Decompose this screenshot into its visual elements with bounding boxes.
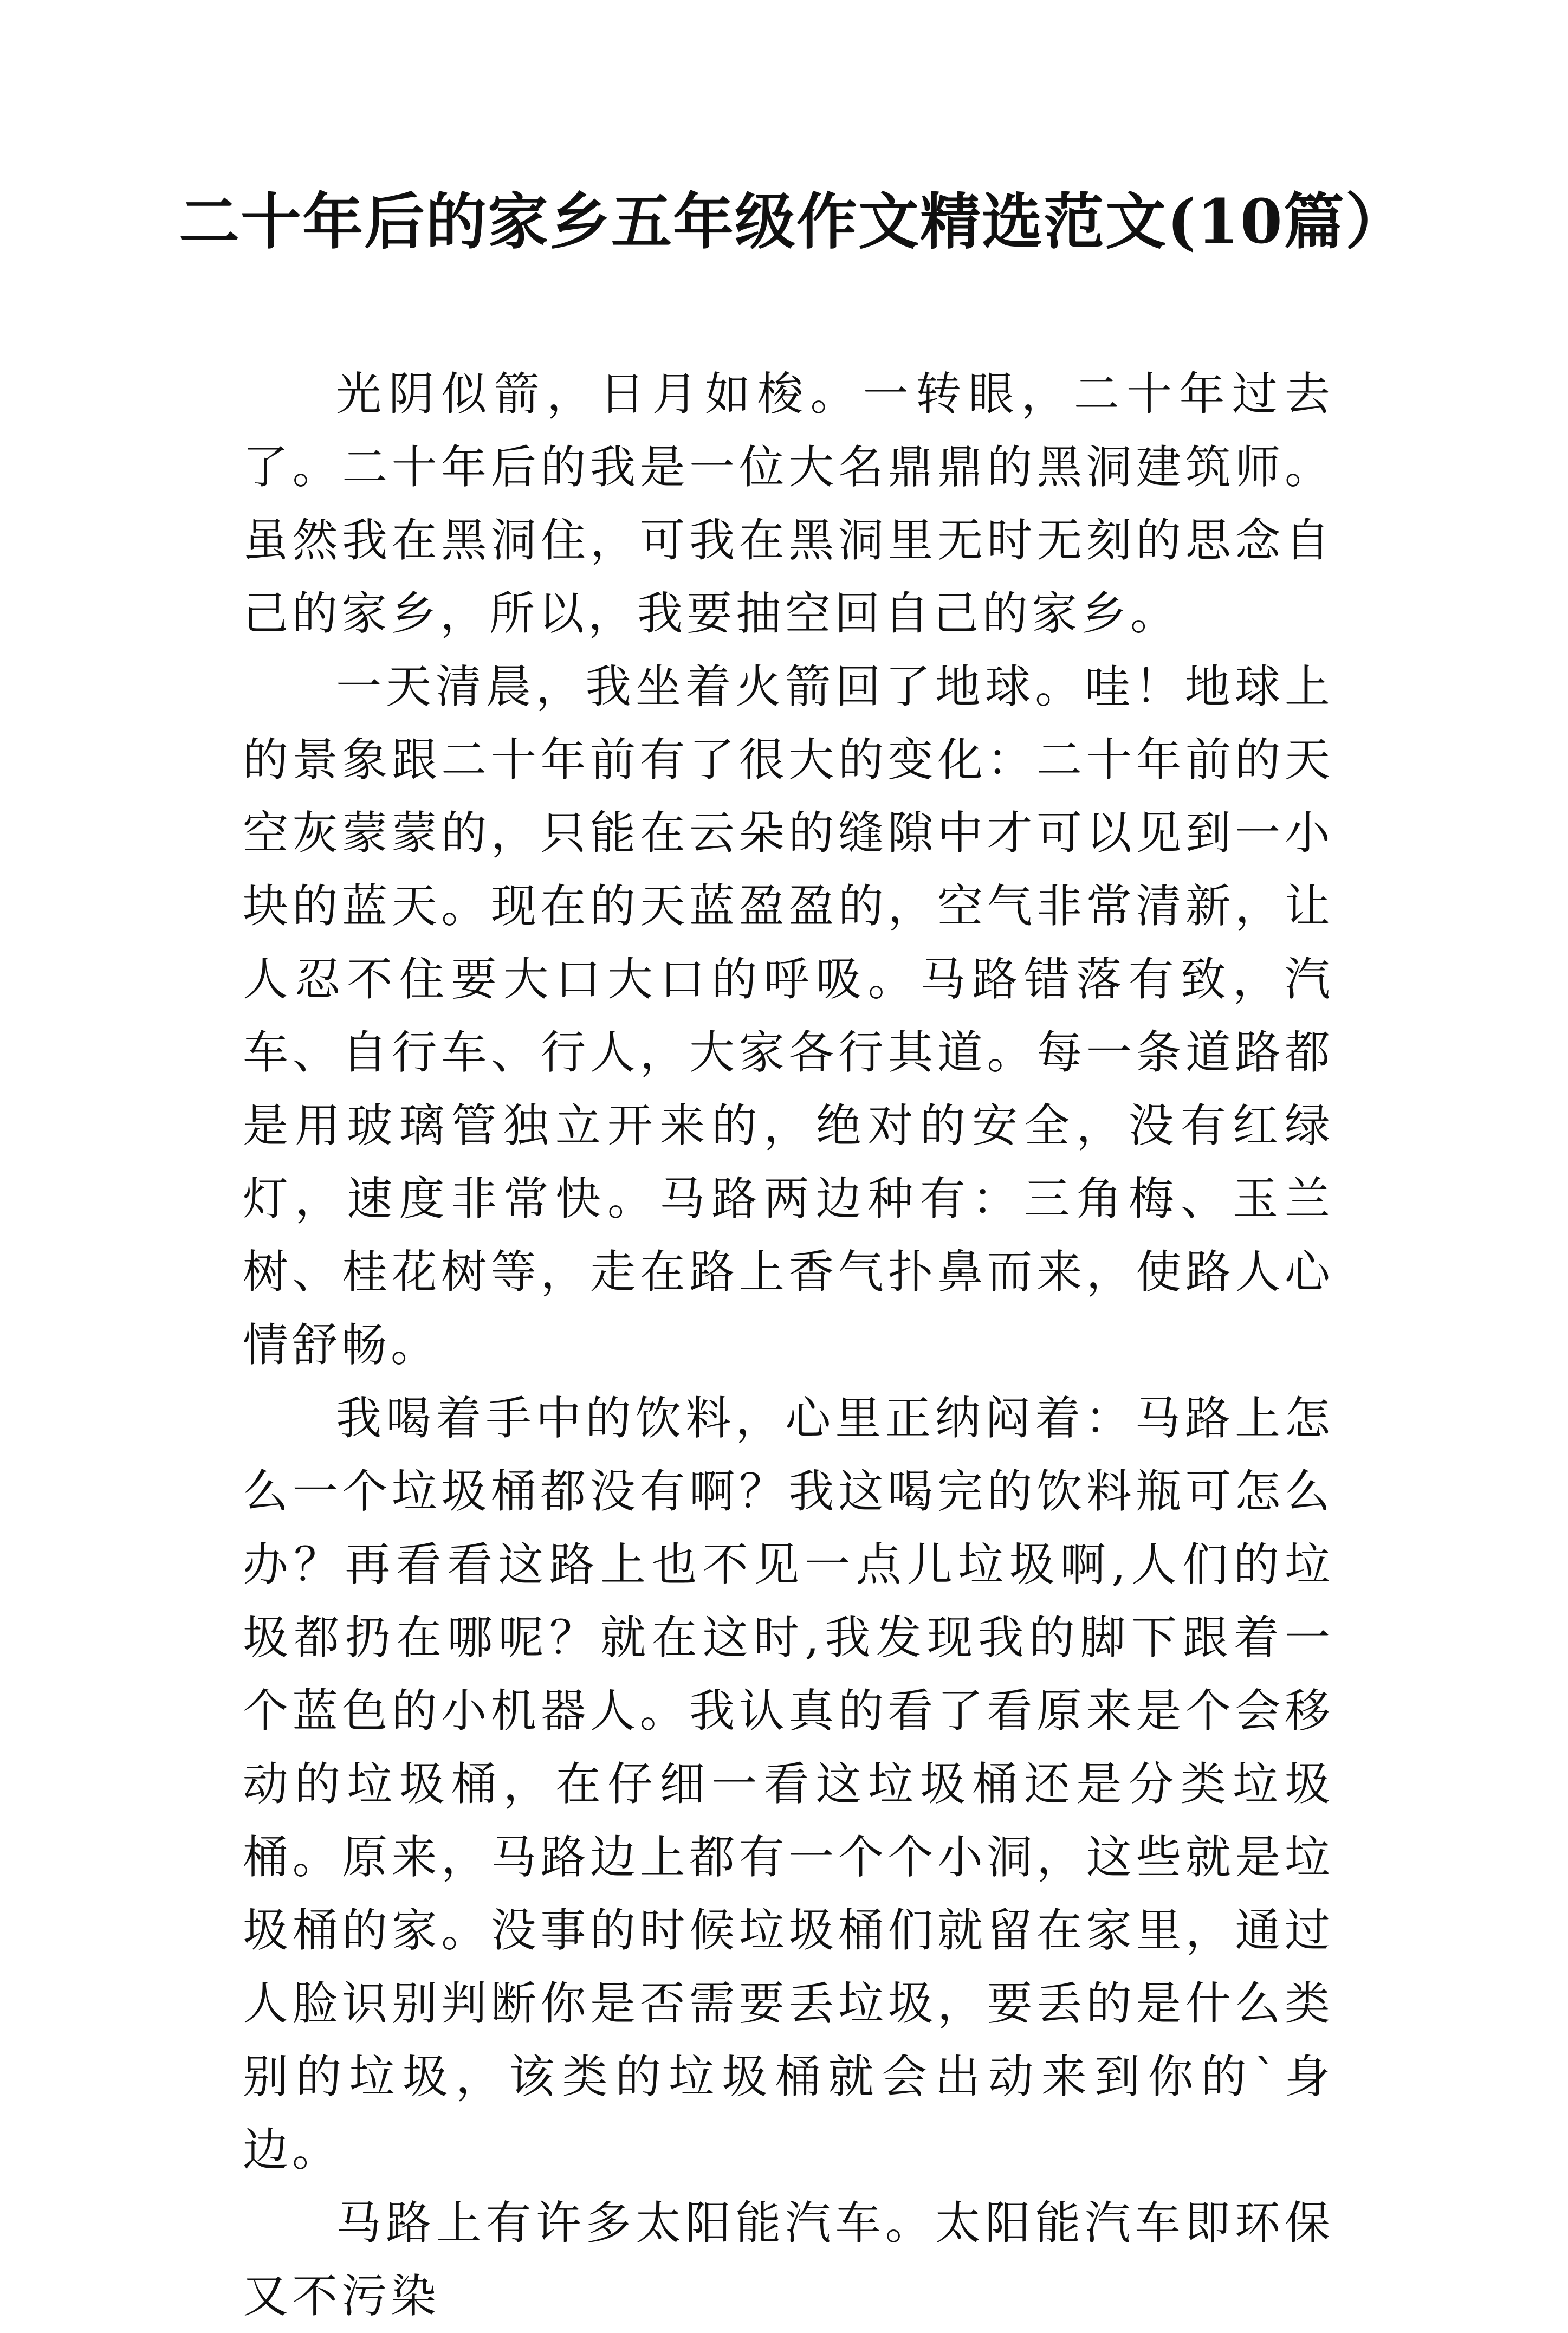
paragraph: 光阴似箭，日月如梭。一转眼，二十年过去了。二十年后的我是一位大名鼎鼎的黑洞建筑师。虽然我在黑洞住，可我在黑洞里无时无刻的思念自己的家乡，所以，我要抽空回自己的家乡。 [243, 367, 1334, 640]
document-body [243, 358, 1334, 2333]
paragraph: 我喝着手中的饮料，心里正纳闷着：马路上怎么一个垃圾桶都没有啊？我这喝完的饮料瓶可怎么办？再看看这路上也不见一点儿垃圾啊,人们的垃圾都扔在哪呢？就在这时,我发现我的脚下跟着一个蓝色的小机器人。我认真的看了看原来是个会移动的垃圾桶，在仔细一看这垃圾桶还是分类垃圾桶。原来，马路边上都有一个个小洞，这些就是垃圾桶的家。没事的时候垃圾桶们就留在家里，通过人脸识别判断你是否需要丢垃圾，要丢的是什么类别的垃圾，该类的垃圾桶就会出动来到你的`身边。 [243, 1392, 1334, 2176]
document-title: 二十年后的家乡五年级作文精选范文(10篇） [179, 186, 1407, 257]
paragraph: 马路上有许多太阳能汽车。太阳能汽车即环保又不污染 [243, 2196, 1334, 2323]
paragraph: 一天清晨，我坐着火箭回了地球。哇！地球上的景象跟二十年前有了很大的变化：二十年前的天空灰蒙蒙的，只能在云朵的缝隙中才可以见到一小块的蓝天。现在的天蓝盈盈的，空气非常清新，让人忍不住要大口大口的呼吸。马路错落有致，汽车、自行车、行人，大家各行其道。每一条道路都是用玻璃管独立开来的，绝对的安全，没有红绿灯，速度非常快。马路两边种有：三角梅、玉兰树、桂花树等，走在路上香气扑鼻而来，使路人心情舒畅。 [243, 660, 1334, 1372]
